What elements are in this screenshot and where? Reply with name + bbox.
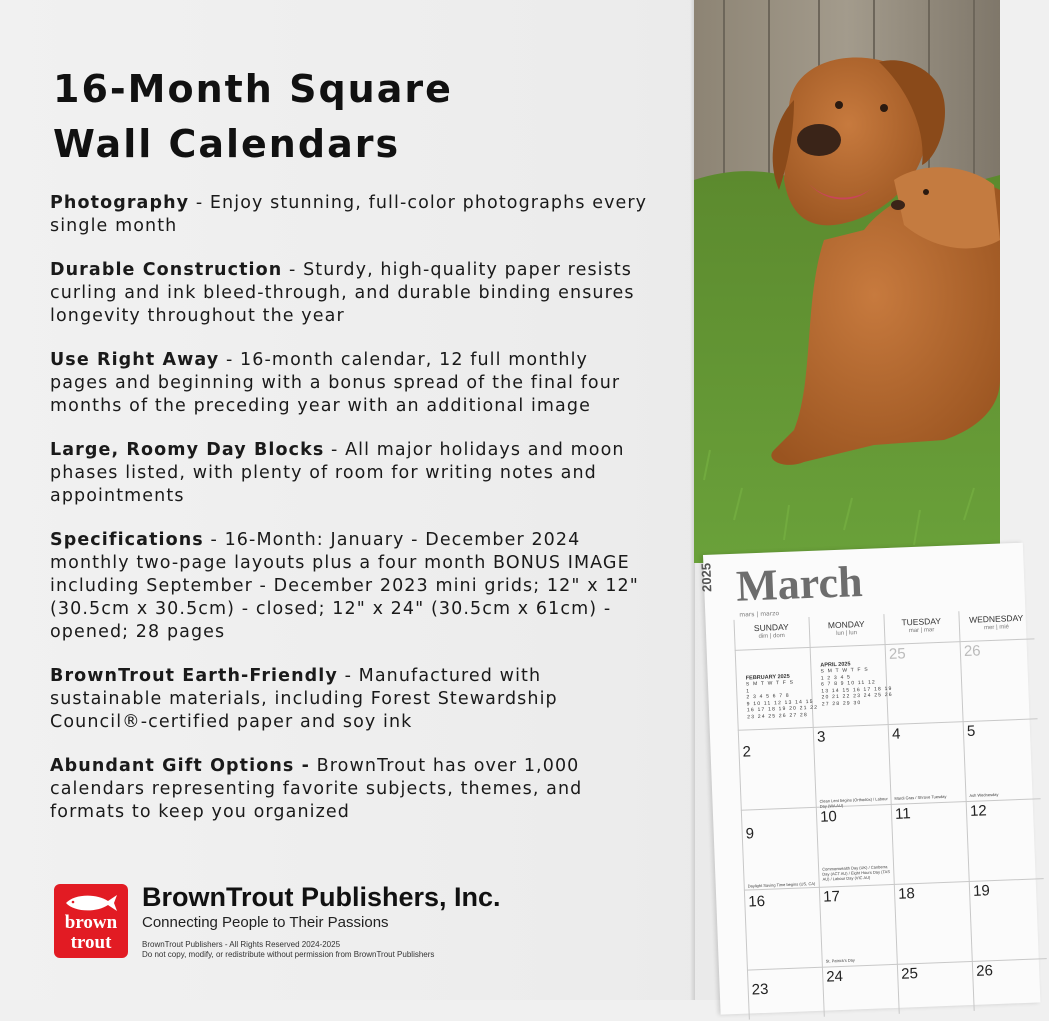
feature-text: - 16-month calendar, 12 full monthly pages and beginning with a bonus spread of the final four months of the preceding year with an additional image	[50, 350, 621, 416]
date-cell[interactable]: 11	[894, 805, 911, 823]
mini-calendar-row: 23 24 25 26 27 28	[747, 711, 809, 720]
feature-day-blocks	[50, 439, 650, 508]
feature-gift-options	[50, 755, 650, 824]
feature-text: - All major holidays and moon phases listed, with plenty of room for writing notes and appointments	[50, 440, 625, 506]
browntrout-logo	[54, 884, 128, 958]
holiday-note: Mardi Gras / Shrove Tuesday	[894, 793, 947, 801]
date-cell[interactable]: 10	[819, 808, 838, 826]
feature-text: - Manufactured with sustainable materials, including Forest Stewardship Council®-certified paper and soy ink	[50, 666, 558, 732]
holiday-note: Commonwealth Day (UK) / Canberra Day (ACT AU) / Eight Hours Day (TAS AU) / Labour Day (VIC AU)	[822, 864, 891, 882]
notice-line: Do not copy, modify, or redistribute without permission from BrownTrout Publishers	[142, 950, 435, 959]
mini-calendar-title: FEBRUARY 2025	[745, 673, 790, 682]
mini-calendar-row: 2 3 4 5 6 7 8	[746, 692, 790, 701]
date-cell[interactable]: 26	[963, 642, 981, 661]
publisher-tagline: Connecting People to Their Passions	[142, 914, 389, 931]
feature-heading: Durable Construction	[50, 260, 283, 280]
feature-text: - 16-Month: January - December 2024 monthly two-page layouts plus a four month BONUS IMAGE including September - December 2023 mini grids; 12" x 12" (30.5cm x 30.5cm) - closed; 12" x 24" (30.5cm x 61cm) - opened; 28 pages	[50, 530, 639, 642]
mini-calendar-row: 6 7 8 9 10 11 12	[820, 679, 877, 688]
mini-calendar-row: 9 10 11 12 13 14 15	[746, 698, 814, 707]
title-line-2: Wall Calendars	[53, 122, 401, 166]
date-cell[interactable]: 16	[748, 892, 766, 911]
date-cell[interactable]: 23	[751, 980, 769, 999]
holiday-note: St. Patrick's Day	[825, 957, 855, 964]
date-cell[interactable]: 26	[975, 962, 994, 980]
feature-heading: BrownTrout Earth-Friendly	[50, 666, 338, 686]
date-cell[interactable]: 25	[900, 965, 919, 983]
day-name: MONDAY	[827, 618, 865, 631]
feature-specifications	[50, 529, 650, 644]
date-cell[interactable]: 3	[816, 728, 826, 746]
date-cell[interactable]: 19	[972, 882, 991, 900]
date-cell[interactable]: 2	[742, 743, 752, 761]
date-cell[interactable]: 5	[966, 722, 976, 740]
mini-calendar-february	[746, 673, 819, 721]
date-cell[interactable]: 18	[897, 885, 916, 903]
mini-calendar-row: 27 28 29 30	[821, 699, 862, 708]
mini-calendar-row: 1	[746, 687, 751, 694]
day-name: WEDNESDAY	[968, 612, 1024, 625]
feature-text: - Enjoy stunning, full-color photographs every single month	[50, 193, 648, 236]
date-cell[interactable]: 17	[822, 888, 841, 906]
mini-calendar-row: 20 21 22 23 24 25 26	[821, 691, 893, 701]
title-line-1: 16-Month Square	[53, 67, 453, 111]
page-title	[53, 62, 650, 172]
mini-calendar-row: S M T W T F S	[820, 666, 869, 675]
day-name-translation: mer | mié	[983, 624, 1010, 632]
copyright-notice	[142, 940, 562, 960]
publisher-block	[52, 882, 572, 962]
day-name: SUNDAY	[753, 621, 789, 634]
feature-heading: Specifications	[50, 530, 204, 550]
feature-heading: Large, Roomy Day Blocks	[50, 440, 325, 460]
date-cell[interactable]: 25	[888, 645, 906, 663]
mini-calendar-title: APRIL 2025	[820, 661, 851, 669]
mini-calendar-row: 1 2 3 4 5	[820, 673, 852, 682]
day-name: TUESDAY	[901, 615, 942, 628]
day-header-sunday	[734, 621, 810, 641]
feature-text: BrownTrout has over 1,000 calendars representing favorite subjects, themes, and formats to keep you organized	[50, 756, 583, 822]
feature-photography	[50, 192, 650, 238]
mini-calendar-row: 13 14 15 16 17 18 19	[821, 685, 893, 695]
day-header-tuesday	[884, 615, 960, 635]
day-name-translation: lun | lun	[836, 630, 858, 637]
feature-durable-construction	[50, 259, 650, 328]
mini-calendar-april	[820, 660, 893, 708]
mini-calendar-row: S M T W T F S	[745, 679, 795, 688]
publisher-name: BrownTrout Publishers, Inc.	[142, 882, 501, 912]
logo-word-trout: trout	[70, 932, 112, 953]
calendar-year: 2025	[698, 562, 715, 593]
holiday-note: Clean Lent begins (Orthodox) / Labour Day (WA AU)	[819, 796, 888, 809]
calendar-month: March	[735, 556, 864, 611]
day-header-wednesday	[959, 612, 1035, 632]
trout-icon	[64, 892, 118, 914]
feature-heading: Use Right Away	[50, 350, 220, 370]
feature-text: - Sturdy, high-quality paper resists curling and ink bleed-through, and durable binding ensures longevity throughout the year	[50, 260, 635, 326]
date-cell[interactable]: 4	[891, 725, 901, 743]
feature-earth-friendly	[50, 665, 650, 734]
date-cell[interactable]: 12	[969, 802, 988, 820]
date-cell[interactable]: 9	[745, 825, 755, 843]
calendar-page	[698, 543, 1040, 1015]
mini-calendar-row: 16 17 18 19 20 21 22	[746, 704, 819, 714]
logo-word-brown: brown	[64, 912, 118, 933]
date-cell[interactable]: 24	[825, 967, 844, 986]
dog-photo	[694, 0, 1000, 563]
feature-panel	[50, 62, 650, 845]
day-header-monday	[809, 618, 885, 638]
calendar-month-translation: mars | marzo	[739, 610, 780, 619]
day-name-translation: mar | mar	[908, 627, 935, 635]
feature-use-right-away	[50, 349, 650, 418]
feature-heading: Abundant Gift Options -	[50, 756, 310, 776]
day-name-translation: dim | dom	[758, 632, 785, 640]
holiday-note: Daylight Saving Time begins (US, CA)	[747, 880, 816, 889]
feature-heading: Photography	[50, 193, 190, 213]
holiday-note: Ash Wednesday	[969, 791, 999, 798]
rights-line: BrownTrout Publishers - All Rights Reserved 2024-2025	[142, 940, 341, 949]
